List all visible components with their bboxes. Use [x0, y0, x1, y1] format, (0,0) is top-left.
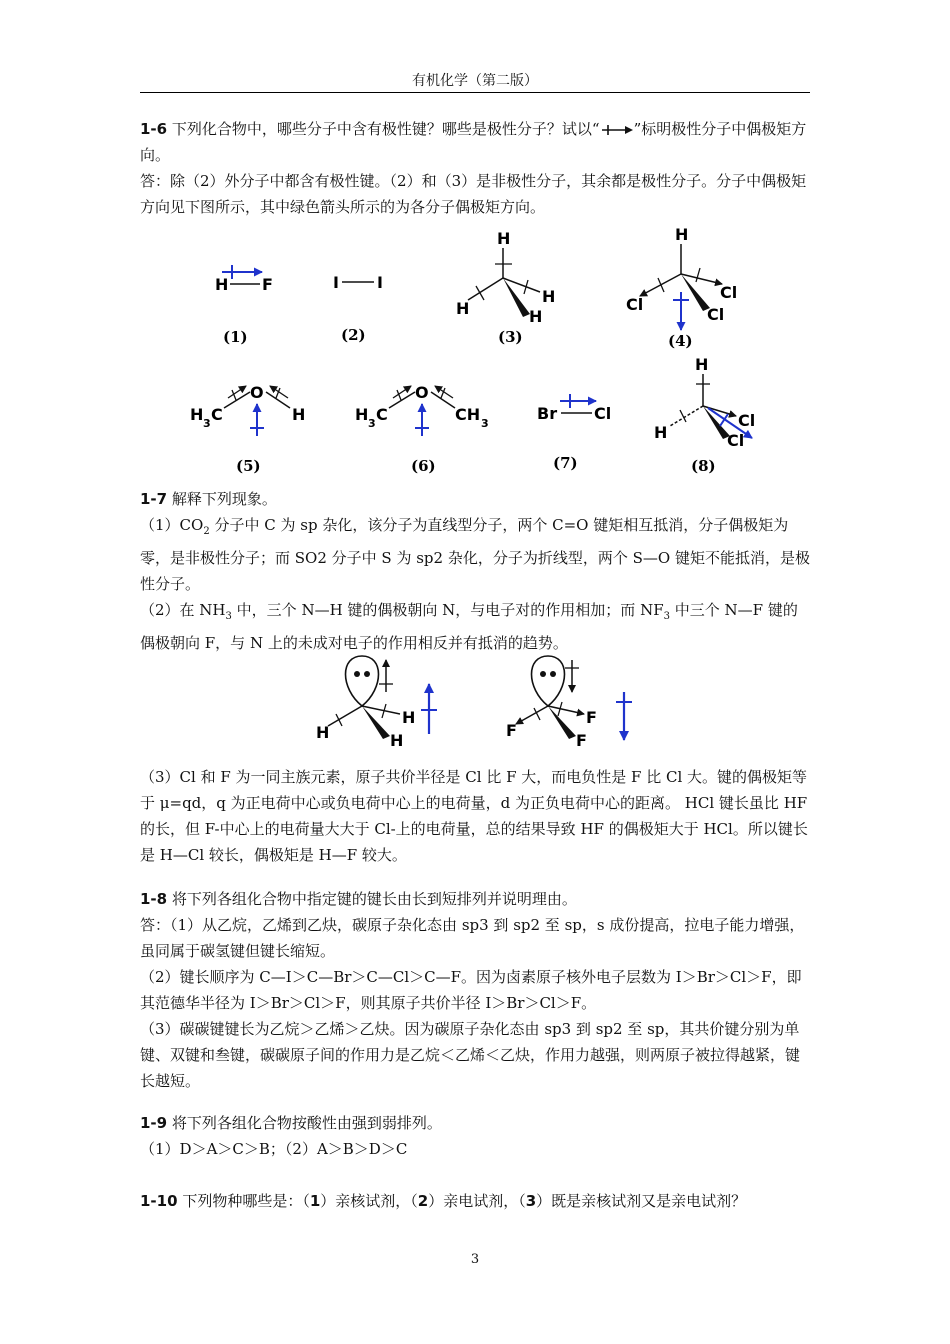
label-3: (3): [498, 328, 523, 346]
text: （1）CO: [140, 516, 204, 534]
atom-i-left: I: [333, 273, 339, 292]
answer-1-8-part1: 答：（1）从乙烷，乙烯到乙炔，碳原子杂化态由 sp3 到 sp2 至 sp，s 成份提高，拉电子能力增强，虽同属于碳氢键但键长缩短。: [140, 916, 805, 960]
question-text: 解释下列现象。: [167, 490, 277, 508]
question-text-end: ”标明极性分子中偶极矩方向。: [140, 120, 807, 164]
section-1-6: [140, 116, 810, 220]
question-number: 1-6: [140, 120, 168, 138]
text: ）既是亲核试剂又是亲电试剂？: [536, 1192, 747, 1210]
atom-cl-right: Cl: [720, 283, 738, 302]
page-number: 3: [470, 1252, 480, 1267]
subscript-3: 3: [481, 417, 489, 430]
dipole-figure: [140, 222, 810, 484]
text: ）亲核试剂，（: [320, 1192, 418, 1210]
nh3-nf3-figure: [140, 648, 810, 760]
molecule-4-chcl3: [626, 225, 737, 330]
atom-h3: H: [355, 405, 369, 424]
question-1-10: [140, 1188, 810, 1214]
atom-f: F: [262, 275, 273, 294]
answer-1-8-part3: （3）碳碳键键长为乙烷＞乙烯＞乙炔。因为碳原子杂化态由 sp3 到 sp2 至 sp，其共价键分别为单键、双键和叁键，碳碳原子间的作用力是乙烷＜乙烯＜乙炔，作用力越强，则两原子被拉得越紧，键长越短。: [140, 1020, 801, 1090]
label-2: (2): [341, 326, 366, 344]
atom-br: Br: [537, 404, 558, 423]
molecule-6-dimethyl-ether: [355, 383, 489, 436]
atom-o: O: [415, 383, 429, 402]
question-number: 1-8: [140, 890, 168, 908]
subscript: 3: [225, 611, 232, 622]
atom-h-left: H: [456, 299, 470, 318]
atom-h-top: H: [695, 355, 709, 374]
section-1-9: [140, 1110, 810, 1162]
atom-h-right: H: [292, 405, 306, 424]
atom-c: C: [211, 405, 223, 424]
question-text: 下列化合物中，哪些分子中含有极性键？哪些是极性分子？试以“: [167, 120, 600, 138]
question-text: 将下列各组化合物按酸性由强到弱排列。: [167, 1114, 442, 1132]
atom-cl-left: Cl: [626, 295, 644, 314]
text: 下列物种哪些是：（: [177, 1192, 310, 1210]
label-4: (4): [668, 332, 693, 350]
molecule-3-ch4: [456, 229, 555, 326]
question-1-9: [140, 1110, 810, 1136]
atom-h-left: H: [654, 423, 668, 442]
molecule-7-brcl: [537, 394, 611, 423]
atom-c: C: [376, 405, 388, 424]
atom-h-top: H: [675, 225, 689, 244]
section-1-7-part3: [140, 764, 810, 868]
label-7: (7): [553, 454, 578, 472]
section-1-7: [140, 486, 810, 656]
label-1: (1): [223, 328, 248, 346]
atom-o: O: [250, 383, 264, 402]
section-1-8: [140, 886, 810, 1094]
answer-1-7-part3: （3）Cl 和 F 为一同主族元素，原子共价半径是 Cl 比 F 大，而电负性是 F 比 Cl 大。键的偶极矩等于 μ=qd，q 为正电荷中心或负电荷中心上的电荷量，d 为正负电荷中心的距离。 HCl 键长虽比 HF 的长，但 F-中心上的电荷量大大于 Cl-上的电荷量，总的结果导致 HF 的偶极矩大于 HCl。所以键长是 H—Cl 较长，偶极矩是 H—F 较大。: [140, 768, 808, 864]
label-5: (5): [236, 457, 261, 475]
atom-cl-right: Cl: [738, 411, 756, 430]
text: 中，三个 N—H 键的偶极朝向 N，与电子对的作用相加；而 NF: [231, 601, 664, 619]
item-number: 3: [525, 1192, 537, 1210]
item-number: 2: [417, 1192, 429, 1210]
subscript-3: 3: [368, 417, 376, 430]
atom-f-bottom: F: [576, 731, 587, 750]
header-rule: [140, 92, 810, 93]
subscript-3: 3: [203, 417, 211, 430]
atom-h-bottom: H: [390, 731, 404, 750]
atom-f-right: F: [586, 708, 597, 727]
question-1-6: [140, 116, 810, 168]
molecule-nf3: [506, 656, 632, 750]
atom-cl: Cl: [594, 404, 612, 423]
text: 中三个 N—F 键的偶极朝向 F，与 N 上的未成对电子的作用相反并有抵消的趋势。: [140, 601, 798, 652]
atom-h-top: H: [497, 229, 511, 248]
section-1-10: [140, 1188, 810, 1214]
atom-h: H: [215, 275, 229, 294]
text: （2）在 NH: [140, 601, 226, 619]
text: 分子中 C 为 sp 杂化，该分子为直线型分子，两个 C=O 键矩相互抵消，分子偶极矩为零，是非极性分子；而 SO2 分子中 S 为 sp2 杂化，分子为折线型，两个 S—O 键矩不能抵消，是极性分子。: [140, 516, 810, 593]
molecule-2-i2: [333, 273, 383, 292]
molecule-5-methanol: [190, 383, 305, 436]
answer-1-6: 答：除（2）外分子中都含有极性键。（2）和（3）是非极性分子，其余都是极性分子。分子中偶极矩方向见下图所示，其中绿色箭头所示的为各分子偶极矩方向。: [140, 172, 807, 216]
atom-i-right: I: [377, 273, 383, 292]
atom-h-right: H: [402, 708, 416, 727]
question-number: 1-9: [140, 1114, 168, 1132]
molecule-1-hf: [215, 265, 273, 294]
question-1-8: [140, 886, 810, 912]
subscript: 3: [663, 611, 670, 622]
item-number: 1: [309, 1192, 321, 1210]
molecule-nh3: [316, 656, 437, 750]
atom-f-left: F: [506, 721, 517, 740]
question-1-7: [140, 486, 810, 512]
label-6: (6): [411, 457, 436, 475]
answer-1-7-part1: [140, 512, 810, 597]
subscript: 2: [203, 526, 210, 537]
question-text: 将下列各组化合物中指定键的键长由长到短排列并说明理由。: [167, 890, 577, 908]
text: ）亲电试剂，（: [428, 1192, 526, 1210]
atom-ch3: CH: [455, 405, 481, 424]
atom-cl-bottom: Cl: [727, 431, 745, 450]
question-number: 1-7: [140, 490, 168, 508]
atom-h-bottom: H: [529, 307, 543, 326]
atom-cl-bottom: Cl: [707, 305, 725, 324]
atom-h3: H: [190, 405, 204, 424]
running-header: 有机化学（第二版）: [412, 73, 538, 89]
atom-h-right: H: [542, 287, 556, 306]
question-number: 1-10: [140, 1192, 178, 1210]
answer-1-8-part2: （2）键长顺序为 C—I＞C—Br＞C—Cl＞C—F。因为卤素原子核外电子层数为 I＞Br＞Cl＞F，即其范德华半径为 I＞Br＞Cl＞F，则其原子共价半径 I＞Br＞Cl＞F。: [140, 968, 802, 1012]
label-8: (8): [691, 457, 716, 475]
molecule-8-ch2cl2: [654, 355, 755, 450]
atom-h-left: H: [316, 723, 330, 742]
answer-1-9: （1）D＞A＞C＞B；（2）A＞B＞D＞C: [140, 1140, 408, 1158]
dipole-arrow-icon: [600, 124, 634, 136]
